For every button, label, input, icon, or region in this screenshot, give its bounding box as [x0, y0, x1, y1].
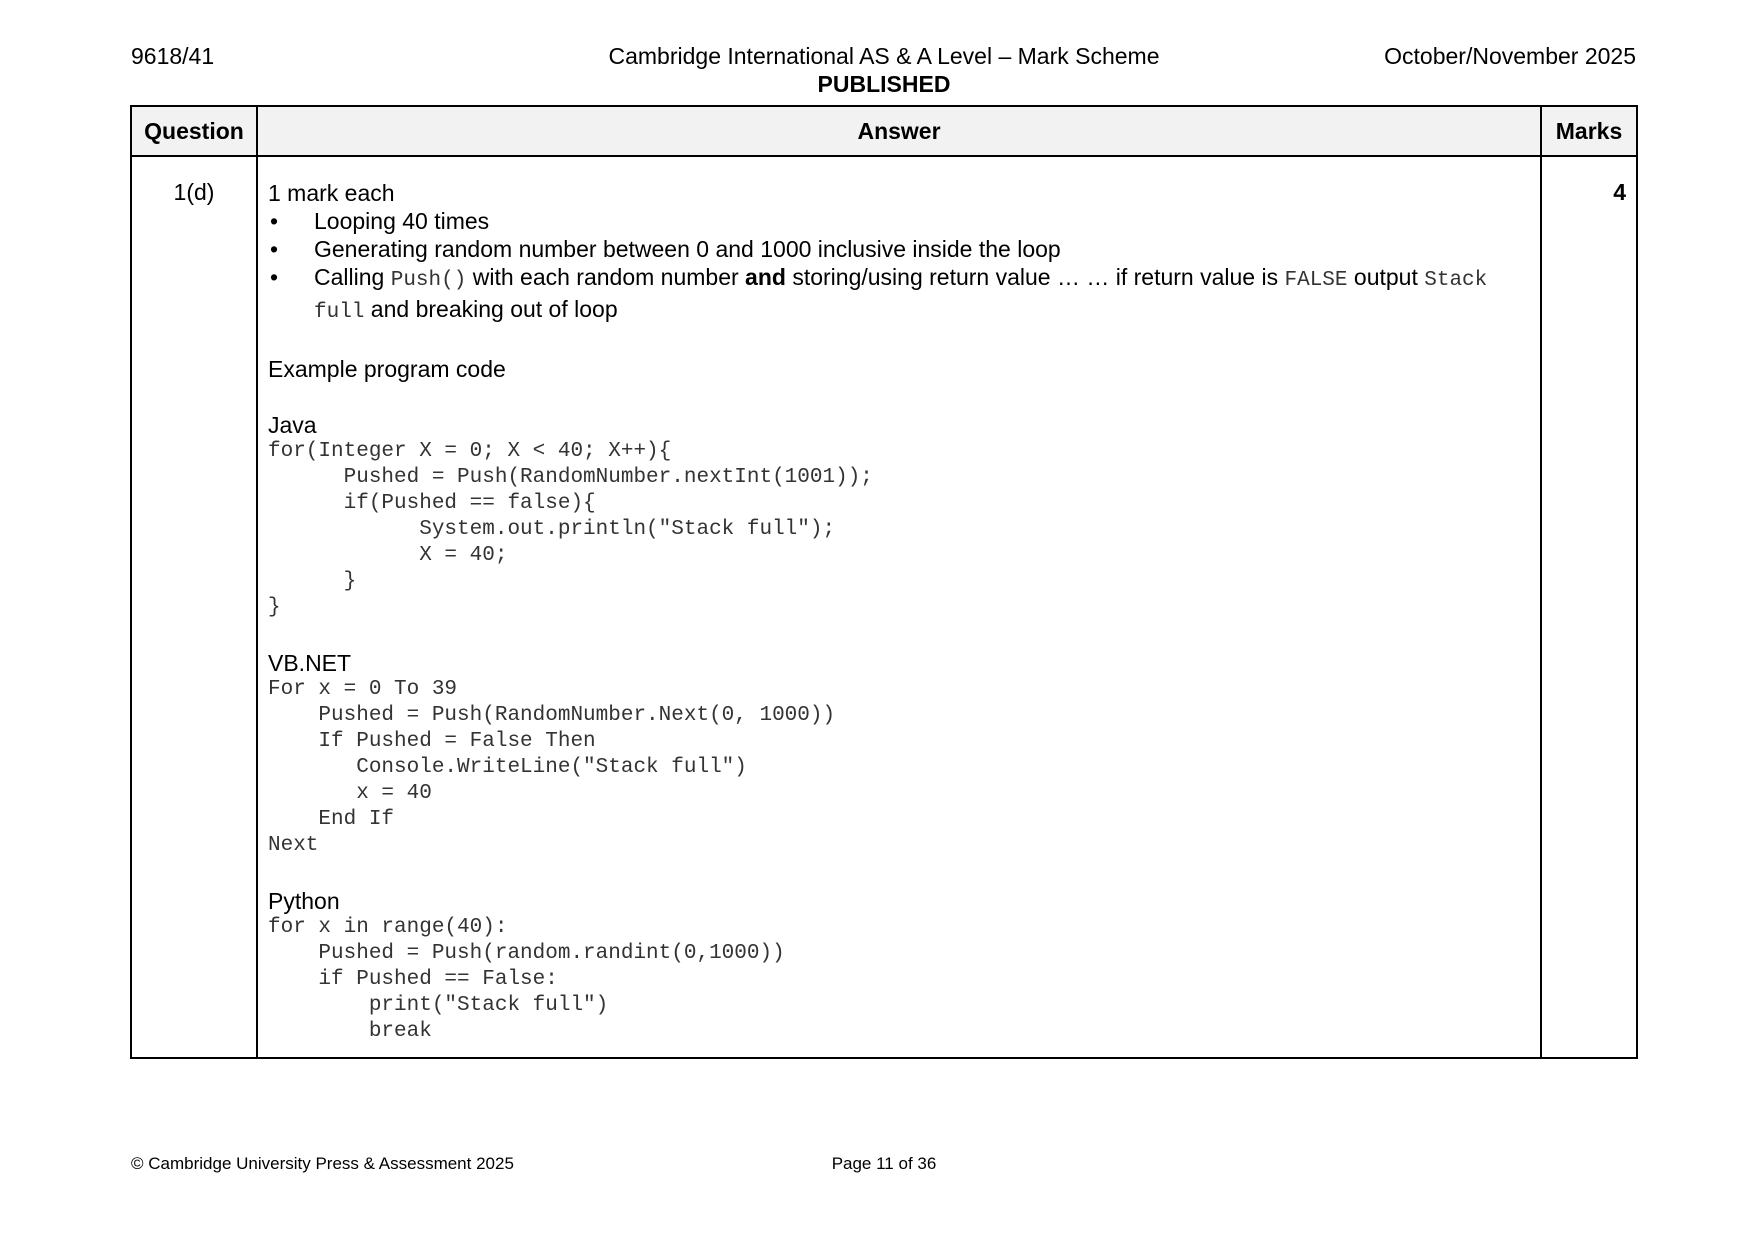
- bullet-icon: •: [270, 208, 279, 234]
- java-label: Java: [268, 412, 317, 438]
- paper-code: 9618/41: [131, 43, 215, 69]
- page-number: Page 11 of 36: [831, 1154, 937, 1173]
- inline-code: Push(): [390, 269, 467, 292]
- list-item: • Calling Push() with each random number and storing/using return value … … if return value is FALSE output Stack full and breaking out of loop: [270, 264, 1488, 324]
- header-answer: Answer: [257, 106, 1541, 156]
- java-code-block: for(Integer X = 0; X < 40; X++){ Pushed = Push(RandomNumber.nextInt(1001)); if(Pushed == false){ System.out.println("Stack full"); X = 40; } }: [268, 440, 873, 619]
- document-title: Cambridge International AS & A Level – Mark Scheme: [608, 43, 1160, 69]
- marking-points-list: [268, 207, 1530, 327]
- inline-code: Stack full: [314, 269, 1488, 324]
- mark-intro: 1 mark each: [268, 180, 395, 206]
- list-item: • Generating random number between 0 and 1000 inclusive inside the loop: [270, 236, 1061, 262]
- table-header-row: [131, 106, 1637, 156]
- copyright-notice: © Cambridge University Press & Assessment 2025: [131, 1154, 514, 1173]
- published-label: PUBLISHED: [817, 71, 951, 97]
- emphasis: and: [745, 264, 786, 290]
- list-item: • Looping 40 times: [270, 208, 490, 234]
- mark-scheme-table: [130, 105, 1638, 1059]
- bullet-icon: •: [270, 236, 279, 262]
- answer-cell: [257, 156, 1541, 1058]
- python-code-block: for x in range(40): Pushed = Push(random.randint(0,1000)) if Pushed == False: print("Stack full") break: [268, 916, 785, 1043]
- vbnet-label: VB.NET: [268, 650, 352, 676]
- bullet-icon: •: [270, 264, 279, 290]
- example-heading: Example program code: [268, 356, 506, 382]
- question-number: 1(d): [131, 156, 257, 1058]
- marks-value: 4: [1541, 156, 1637, 1058]
- header-marks: Marks: [1541, 106, 1637, 156]
- vbnet-code-block: For x = 0 To 39 Pushed = Push(RandomNumber.Next(0, 1000)) If Pushed = False Then Console.WriteLine("Stack full") x = 40 End If Next: [268, 678, 836, 857]
- header-question: Question: [131, 106, 257, 156]
- python-label: Python: [268, 888, 340, 914]
- exam-session: October/November 2025: [1384, 43, 1636, 69]
- inline-code: FALSE: [1284, 269, 1348, 292]
- table-row: [131, 156, 1637, 1058]
